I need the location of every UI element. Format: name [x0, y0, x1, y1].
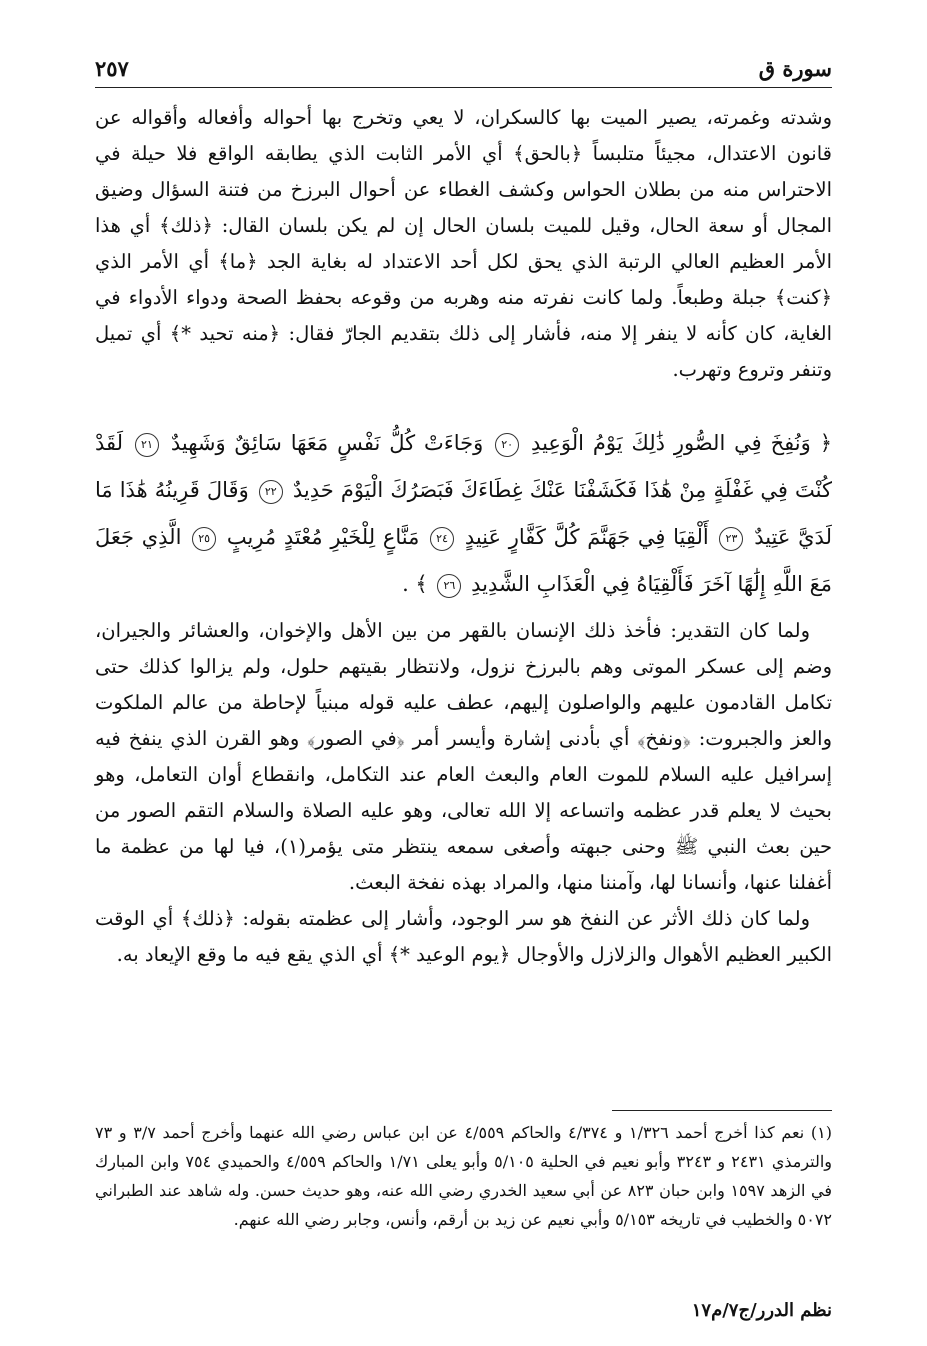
page-header — [95, 52, 832, 88]
ayah-number-marker: ٢٠ — [495, 433, 519, 457]
page-number: ٢٥٧ — [95, 56, 129, 81]
ayah-number-marker: ٢٤ — [430, 527, 454, 551]
paragraph: ولما كان ذلك الأثر عن النفخ هو سر الوجود، وأشار إلى عظمته بقوله: ﴿ذلك﴾ أي الوقت الكبير العظيم الأهوال والزلازل والأوجال ﴿يوم الوعيد *﴾ أي الذي يقع فيه ما وقع الإيعاد به. — [95, 907, 832, 966]
ornate-bracket-open: ﴿ — [819, 431, 832, 455]
ayah-text: وَجَاءَتْ كُلُّ نَفْسٍ مَعَهَا سَائِقٌ وَشَهِيدٌ — [170, 431, 484, 455]
paragraph: وشدته وغمرته، يصير الميت بها كالسكران، لا يعي وتخرج بها أحواله وأفعاله وأقواله عن قانون الاعتدال، مجيئاً متلبساً ﴿بالحق﴾ أي الأمر الثابت الذي يطابقه الواقع فلا حيلة في الاحتراس منه من بطلان الحواس وكشف الغطاء عن أحوال البرزخ من فتنة السؤال وضيق المجال أو سعة الحال، وقيل للميت بلسان الحال إن لم يكن بلسان القال: ﴿ذلك﴾ أي هذا الأمر العظيم العالي الرتبة الذي يحق لكل أحد الاعتداد له بغاية الجد ﴿ما﴾ أي الأمر الذي ﴿كنت﴾ جبلة وطبعاً. ولما كانت نفرته منه وهربه من وقوعه بحفظ الصحة ودواء الأدواء في الغاية، كان كأنه لا ينفر إلا منه، فأشار إلى ذلك بتقديم الجارّ فقال: ﴿منه تحيد *﴾ أي تميل وتنفر وتروع وتهرب. — [95, 106, 832, 381]
ayah-number-marker: ٢٢ — [259, 480, 283, 504]
ayah-text: وَنُفِخَ فِي الصُّورِ ذَٰلِكَ يَوْمُ الْوَعِيدِ — [531, 431, 811, 455]
surah-title: سورة ق — [758, 56, 832, 81]
ayah-text: مَنَّاعٍ لِلْخَيْرِ مُعْتَدٍ مُرِيبٍ — [226, 525, 420, 549]
ayah-text: لَقَدْ كُنْتَ فِي غَفْلَةٍ مِنْ هَٰذَا فَكَشَفْنَا عَنْكَ غِطَاءَكَ فَبَصَرُكَ الْيَوْمَ حَدِيدٌ — [95, 431, 832, 502]
commentary-text-bottom — [95, 613, 832, 973]
footnote: (١) نعم كذا أخرج أحمد ١/٣٢٦ و ٤/٣٧٤ والحاكم ٤/٥٥٩ عن ابن عباس رضي الله عنهما وأخرج أحمد ٣/٧ و ٧٣ والترمذي ٢٤٣١ و ٣٢٤٣ وأبو نعيم في الحلية ٥/١٠٥ وأبو يعلى ١/٧١ والحاكم ٤/٥٥٩ والحميدي ٧٥٤ وابن المبارك في الزهد ١٥٩٧ وابن حبان ٨٢٣ عن أبي سعيد الخدري رضي الله عنه، وهو حديث حسن. وله شاهد عند الطبراني ٥٠٧٢ والخطيب في تاريخه ٥/١٥٣ وأبي نعيم عن زيد بن أرقم، وأنس، وجابر رضي الله عنهم. — [95, 1123, 833, 1229]
ayah-text: أَلْقِيَا فِي جَهَنَّمَ كُلَّ كَفَّارٍ عَنِيدٍ — [464, 525, 709, 549]
ayah-text: الَّذِي جَعَلَ مَعَ اللَّهِ إِلَٰهًا آخَرَ فَأَلْقِيَاهُ فِي الْعَذَابِ الشَّدِيدِ — [95, 525, 832, 596]
ayah-number-marker: ٢١ — [135, 433, 159, 457]
commentary-text-top — [95, 100, 832, 388]
ayah-text: وَقَالَ قَرِينُهُ هَٰذَا مَا لَدَيَّ عَتِيدٌ — [95, 478, 832, 549]
footnotes — [95, 1118, 832, 1234]
ayah-number-marker: ٢٦ — [437, 574, 461, 598]
page-signature: نظم الدرر/ج٧/م١٧ — [691, 1300, 832, 1321]
ayah-number-marker: ٢٥ — [192, 527, 216, 551]
quran-verses-block — [95, 420, 832, 608]
paragraph: ولما كان التقدير: فأخذ ذلك الإنسان بالقهر من بين الأهل والإخوان، والعشائر والجيران، وضم إلى عسكر الموتى وهم بالبرزخ نزول، ولانتظار بقيتهم حلول، ولم يزالوا كذلك حتى تكامل القادمون عليهم والواصلون إليهم، عطف عليه قوله مبنياً لإحاطة من عالم الملكوت والعز والجبروت: ﴿ونفخ﴾ أي بأدنى إشارة وأيسر أمر ﴿في الصور﴾ وهو القرن الذي ينفخ فيه إسرافيل عليه السلام للموت العام والبعث العام عند التكامل، وانقطاع أوان التعامل، وهو بحيث لا يعلم قدر عظمه واتساعه إلا الله تعالى، وهو عليه الصلاة والسلام التقم الصور من حين بعث النبي ﷺ وحنى جبهته وأصغى سمعه ينتظر متى يؤمر(١)، فيا لها من عظمة ما أغفلنا عنها، وأنسانا لها، وآمننا منها، والمراد بهذه نفخة البعث. — [95, 619, 832, 894]
ornate-bracket-close: ﴾ . — [402, 572, 428, 596]
ayah-number-marker: ٢٣ — [719, 527, 743, 551]
footnote-divider — [612, 1110, 832, 1111]
